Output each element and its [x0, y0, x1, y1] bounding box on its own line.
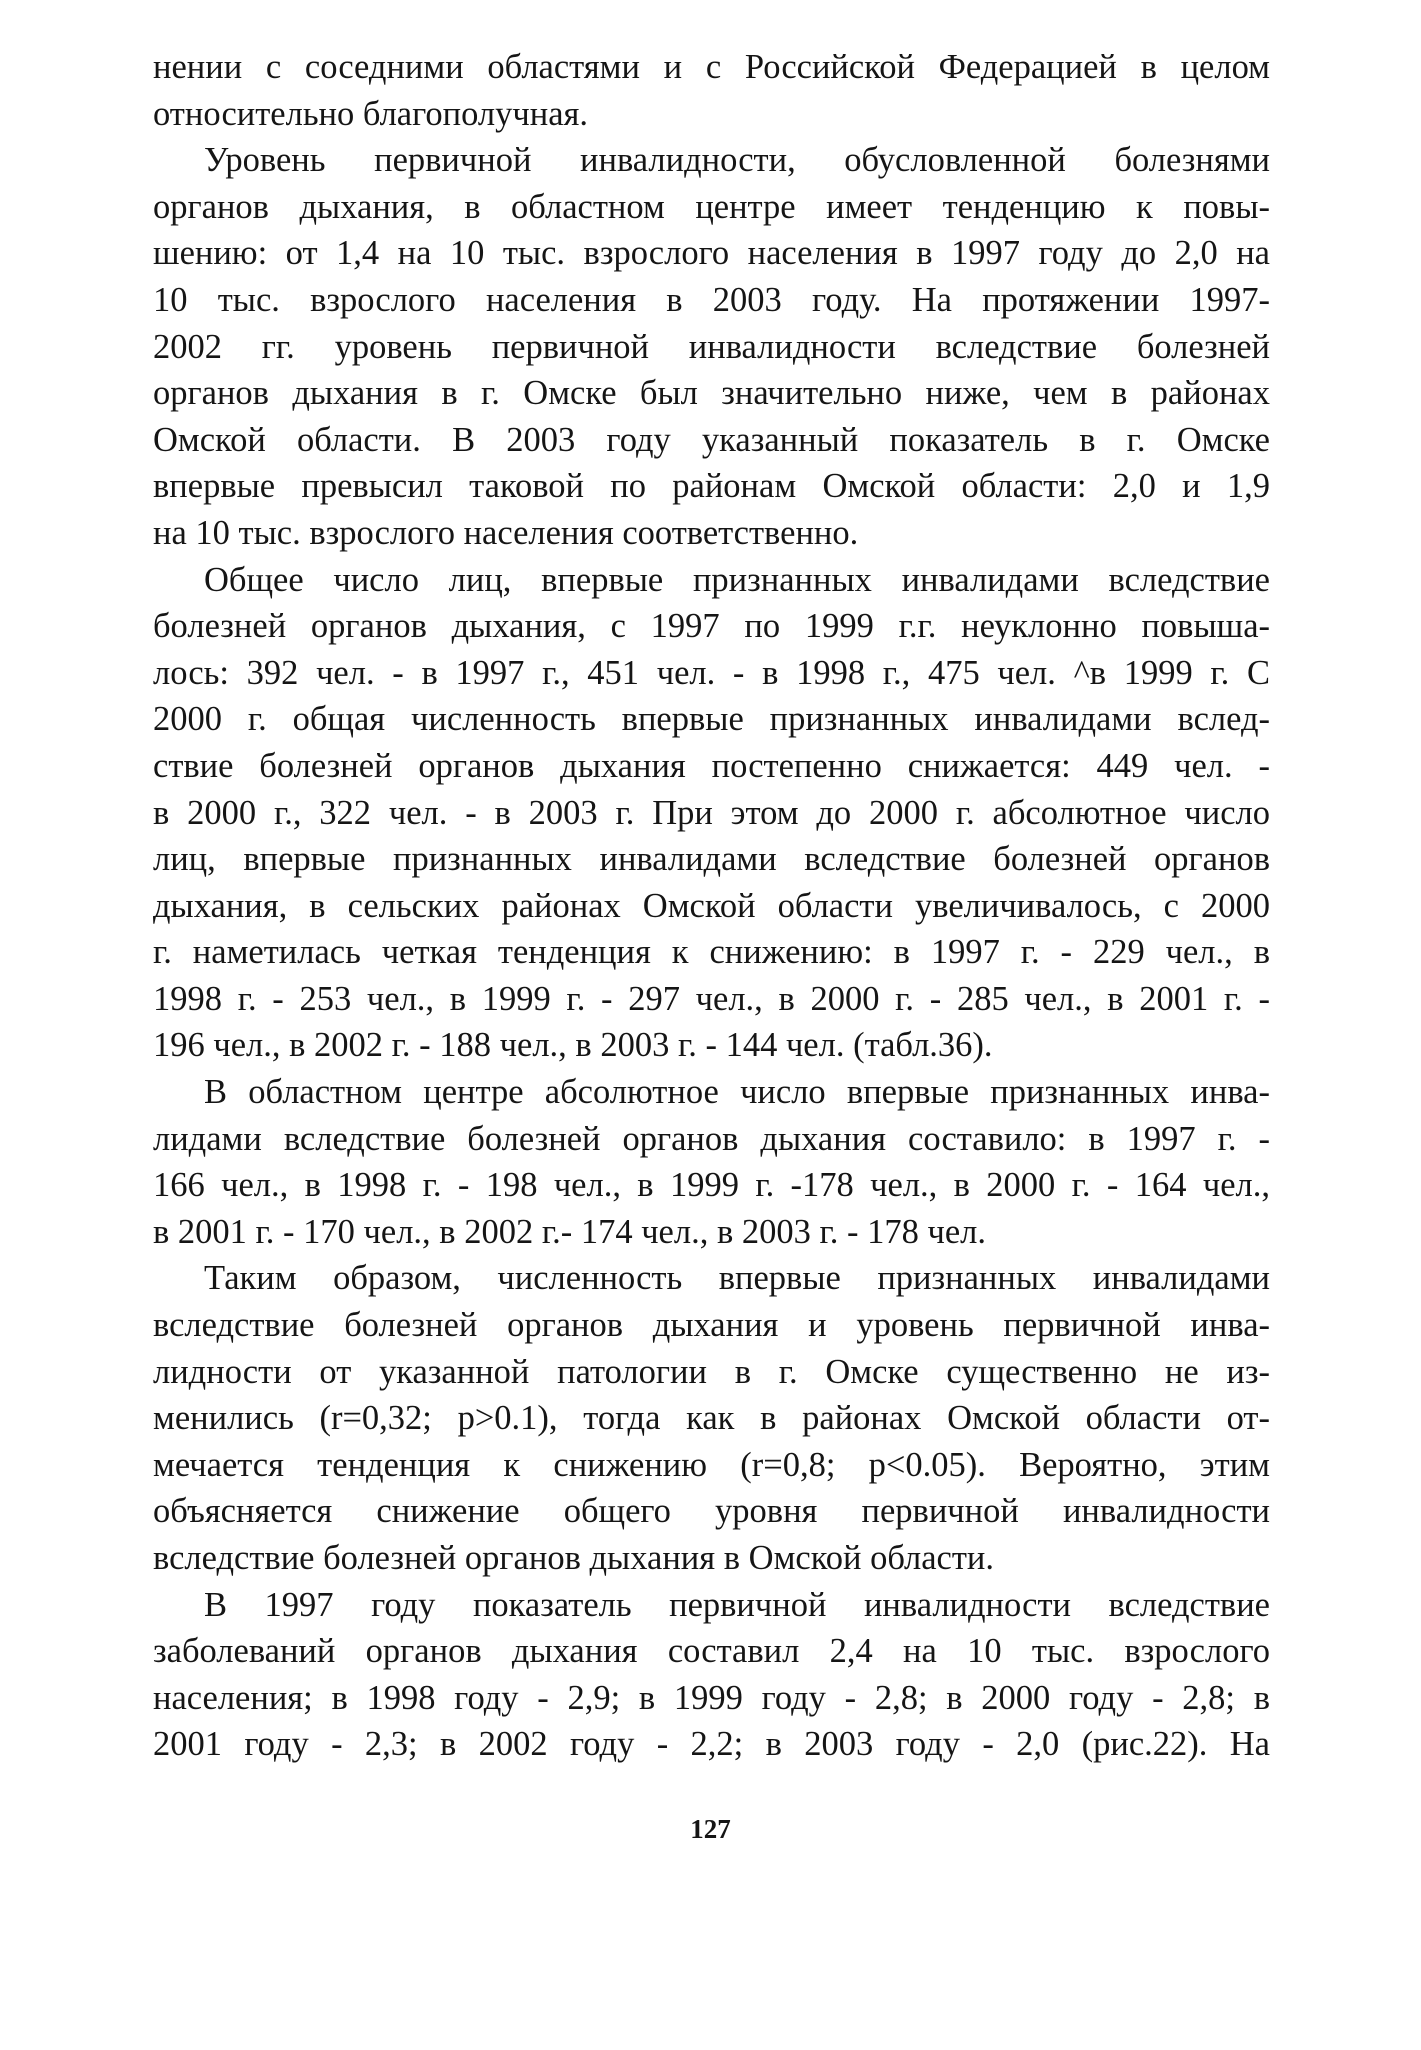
text-line: лиц, впервые признанных инвалидами вследствие болезней органов [153, 840, 1270, 879]
text-line: 10 тыс. взрослого населения в 2003 году. На протяжении 1997- [153, 280, 1270, 319]
text-line: болезней органов дыхания, с 1997 по 1999 г.г. неуклонно повыша- [153, 607, 1270, 646]
text-line: Омской области. В 2003 году указанный показатель в г. Омске [153, 420, 1270, 459]
paragraph [153, 44, 1270, 137]
text-line: на 10 тыс. взрослого населения соответственно. [153, 513, 859, 552]
text-line: 166 чел., в 1998 г. - 198 чел., в 1999 г. -178 чел., в 2000 г. - 164 чел., [153, 1166, 1270, 1205]
text-line: 196 чел., в 2002 г. - 188 чел., в 2003 г. - 144 чел. (табл.36). [153, 1026, 993, 1065]
text-line: вследствие болезней органов дыхания в Омской области. [153, 1539, 995, 1577]
text-line: менились (r=0,32; p>0.1), тогда как в районах Омской области от- [153, 1399, 1270, 1438]
text-line: органов дыхания в г. Омске был значительно ниже, чем в районах [153, 374, 1270, 413]
text-line: относительно благополучная. [153, 94, 589, 133]
text-line: нении с соседними областями и с Российской Федерацией в целом [153, 48, 1270, 86]
text-line: лидности от указанной патологии в г. Омске существенно не из- [153, 1352, 1270, 1391]
text-line: в 2001 г. - 170 чел., в 2002 г.- 174 чел., в 2003 г. - 178 чел. [153, 1212, 987, 1251]
text-line: Уровень первичной инвалидности, обусловленной болезнями [204, 141, 1270, 180]
text-line: ствие болезней органов дыхания постепенно снижается: 449 чел. - [153, 746, 1270, 785]
text-line: мечается тенденция к снижению (r=0,8; p<0.05). Вероятно, этим [153, 1445, 1270, 1484]
text-line: вследствие болезней органов дыхания и уровень первичной инва- [153, 1306, 1270, 1345]
paragraph [153, 557, 1270, 1070]
paragraph [153, 1582, 1270, 1768]
paragraph [153, 1255, 1270, 1581]
text-line: 2000 г. общая численность впервые признанных инвалидами вслед- [153, 700, 1270, 739]
text-line: г. наметилась четкая тенденция к снижению: в 1997 г. - 229 чел., в [153, 933, 1270, 972]
text-line: впервые превысил таковой по районам Омской области: 2,0 и 1,9 [153, 467, 1270, 506]
paragraph [153, 137, 1270, 556]
text-line: шению: от 1,4 на 10 тыс. взрослого населения в 1997 году до 2,0 на [153, 234, 1270, 273]
text-line: в 2000 г., 322 чел. - в 2003 г. При этом до 2000 г. абсолютное число [153, 793, 1270, 832]
text-line: заболеваний органов дыхания составил 2,4 на 10 тыс. взрослого [153, 1632, 1270, 1671]
paragraph [153, 1069, 1270, 1255]
text-line: В областном центре абсолютное число впервые признанных инва- [204, 1073, 1270, 1112]
text-line: дыхания, в сельских районах Омской области увеличивалось, с 2000 [153, 886, 1270, 925]
text-line: органов дыхания, в областном центре имеет тенденцию к повы- [153, 187, 1270, 226]
text-line: 2001 году - 2,3; в 2002 году - 2,2; в 2003 году - 2,0 (рис.22). На [153, 1725, 1270, 1764]
text-line: лидами вследствие болезней органов дыхания составило: в 1997 г. - [153, 1119, 1270, 1158]
text-line: населения; в 1998 году - 2,9; в 1999 году - 2,8; в 2000 году - 2,8; в [153, 1678, 1270, 1717]
text-line: объясняется снижение общего уровня первичной инвалидности [153, 1492, 1270, 1531]
text-line: лось: 392 чел. - в 1997 г., 451 чел. - в 1998 г., 475 чел. ^в 1999 г. С [153, 653, 1270, 692]
text-line: 1998 г. - 253 чел., в 1999 г. - 297 чел., в 2000 г. - 285 чел., в 2001 г. - [153, 979, 1270, 1018]
text-line: 2002 гг. уровень первичной инвалидности вследствие болезней [153, 327, 1270, 366]
page-number: 127 [690, 1814, 731, 1844]
page-body [153, 44, 1270, 1768]
text-line: Общее число лиц, впервые признанных инвалидами вследствие [204, 560, 1270, 599]
text-line: В 1997 году показатель первичной инвалидности вследствие [204, 1585, 1270, 1624]
text-line: Таким образом, численность впервые признанных инвалидами [204, 1259, 1270, 1298]
